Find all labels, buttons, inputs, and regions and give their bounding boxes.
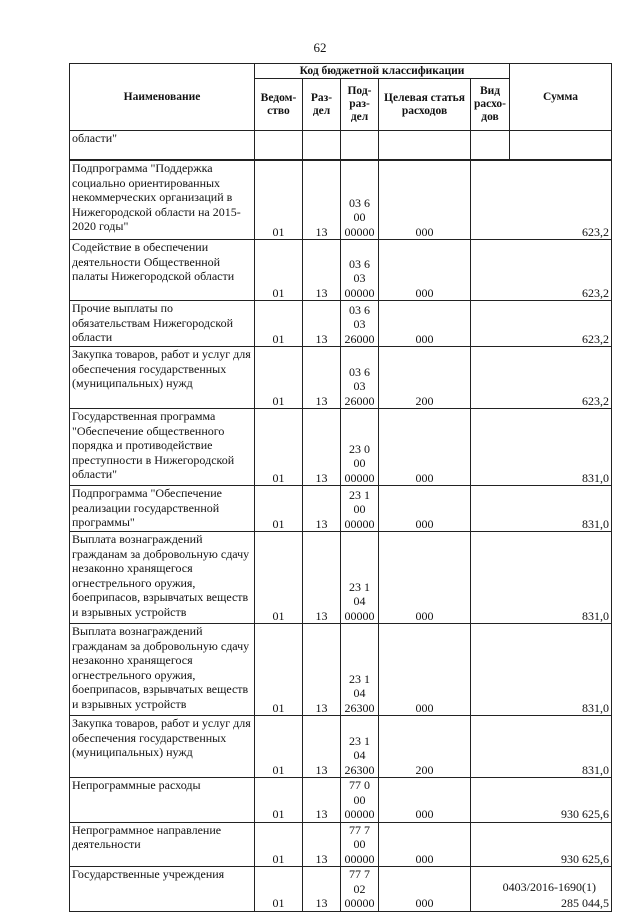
row-department <box>255 131 303 160</box>
row-department: 01 <box>255 624 303 716</box>
row-name: Закупка товаров, работ и услуг для обеспечения государственных (муниципальных) нужд <box>70 347 255 409</box>
table-row <box>70 301 612 347</box>
header-expense-type: Вид расхо-дов <box>471 79 510 131</box>
row-department: 01 <box>255 822 303 867</box>
table-row <box>70 532 612 624</box>
row-name: Государственная программа "Обеспечение общественного порядка и противодействие преступности в Нижегородской области" <box>70 409 255 486</box>
row-expense-type: 000 <box>379 486 471 532</box>
row-name: Непрограммное направление деятельности <box>70 822 255 867</box>
row-name: Выплата вознаграждений гражданам за добровольную сдачу незаконно хранящегося огнестрельного оружия, боеприпасов, взрывчатых веществ и взрывных устройств <box>70 532 255 624</box>
row-sum: 930 625,6 <box>471 778 612 823</box>
row-name: Подпрограмма "Поддержка социально ориентированных некоммерческих организаций в Нижегородской области на 2015-2020 годы" <box>70 161 255 240</box>
row-department: 01 <box>255 301 303 347</box>
row-section: 13 <box>303 301 341 347</box>
row-expense-type: 000 <box>379 822 471 867</box>
row-sum: 623,2 <box>471 240 612 301</box>
row-section: 13 <box>303 240 341 301</box>
table-row <box>70 486 612 532</box>
row-department: 01 <box>255 409 303 486</box>
table-row <box>70 822 612 867</box>
header-section: Раз-дел <box>303 79 341 131</box>
row-name: Подпрограмма "Обеспечение реализации государственной программы" <box>70 486 255 532</box>
row-name: Прочие выплаты по обязательствам Нижегородской области <box>70 301 255 347</box>
row-expense-type: 000 <box>379 624 471 716</box>
row-name: Закупка товаров, работ и услуг для обеспечения государственных (муниципальных) нужд <box>70 716 255 778</box>
row-target-article: 23 1 00 00000 <box>341 486 379 532</box>
row-sum: 623,2 <box>471 347 612 409</box>
row-target-article: 23 0 00 00000 <box>341 409 379 486</box>
header-sum: Сумма <box>510 64 612 131</box>
row-target-article: 03 6 03 00000 <box>341 240 379 301</box>
row-name: Содействие в обеспечении деятельности Общественной палаты Нижегородской области <box>70 240 255 301</box>
row-section: 13 <box>303 161 341 240</box>
row-sum: 831,0 <box>471 486 612 532</box>
row-name: Непрограммные расходы <box>70 778 255 823</box>
row-expense-type: 000 <box>379 240 471 301</box>
row-sum: 831,0 <box>471 532 612 624</box>
row-subsection <box>341 131 379 160</box>
row-department: 01 <box>255 778 303 823</box>
row-department: 01 <box>255 347 303 409</box>
row-target-article <box>379 131 471 160</box>
row-department: 01 <box>255 867 303 912</box>
row-target-article: 23 1 04 26300 <box>341 716 379 778</box>
header-classification-group: Код бюджетной классификации <box>255 64 510 79</box>
row-expense-type <box>471 131 510 160</box>
row-sum: 930 625,6 <box>471 822 612 867</box>
row-section: 13 <box>303 532 341 624</box>
row-target-article: 77 0 00 00000 <box>341 778 379 823</box>
row-name: области" <box>70 131 255 160</box>
row-sum: 623,2 <box>471 161 612 240</box>
row-expense-type: 000 <box>379 409 471 486</box>
row-section: 13 <box>303 486 341 532</box>
row-expense-type: 000 <box>379 867 471 912</box>
row-sum: 831,0 <box>471 624 612 716</box>
row-target-article: 23 1 04 26300 <box>341 624 379 716</box>
row-sum <box>510 131 612 160</box>
row-expense-type: 200 <box>379 716 471 778</box>
row-section: 13 <box>303 624 341 716</box>
header-department: Ведом-ство <box>255 79 303 131</box>
row-sum: 285 044,5 <box>471 867 612 912</box>
row-sum: 831,0 <box>471 409 612 486</box>
row-expense-type: 000 <box>379 778 471 823</box>
row-department: 01 <box>255 532 303 624</box>
row-expense-type: 200 <box>379 347 471 409</box>
document-code: 0403/2016-1690(1) <box>502 880 596 894</box>
row-department: 01 <box>255 240 303 301</box>
header-target-article: Целевая статья расходов <box>379 79 471 131</box>
row-expense-type: 000 <box>379 161 471 240</box>
row-section: 13 <box>303 347 341 409</box>
row-target-article: 03 6 03 26000 <box>341 347 379 409</box>
budget-table <box>69 63 612 912</box>
row-department: 01 <box>255 161 303 240</box>
row-target-article: 77 7 00 00000 <box>341 822 379 867</box>
row-section <box>303 131 341 160</box>
row-target-article: 77 7 02 00000 <box>341 867 379 912</box>
page-number: 62 <box>313 40 327 55</box>
row-expense-type: 000 <box>379 301 471 347</box>
row-name: Выплата вознаграждений гражданам за добровольную сдачу незаконно хранящегося огнестрельного оружия, боеприпасов, взрывчатых веществ и взрывных устройств <box>70 624 255 716</box>
table-row <box>70 131 612 160</box>
row-section: 13 <box>303 867 341 912</box>
table-row <box>70 716 612 778</box>
row-expense-type: 000 <box>379 532 471 624</box>
row-department: 01 <box>255 486 303 532</box>
header-subsection: Под-раз-дел <box>341 79 379 131</box>
header-name: Наименование <box>70 64 255 131</box>
row-name: Государственные учреждения <box>70 867 255 912</box>
row-target-article: 03 6 00 00000 <box>341 161 379 240</box>
row-section: 13 <box>303 716 341 778</box>
table-row <box>70 240 612 301</box>
row-target-article: 03 6 03 26000 <box>341 301 379 347</box>
table-row <box>70 624 612 716</box>
row-target-article: 23 1 04 00000 <box>341 532 379 624</box>
row-sum: 831,0 <box>471 716 612 778</box>
row-section: 13 <box>303 778 341 823</box>
table-row <box>70 409 612 486</box>
table-row <box>70 347 612 409</box>
row-section: 13 <box>303 409 341 486</box>
table-row <box>70 161 612 240</box>
row-department: 01 <box>255 716 303 778</box>
row-section: 13 <box>303 822 341 867</box>
row-sum: 623,2 <box>471 301 612 347</box>
table-row <box>70 778 612 823</box>
